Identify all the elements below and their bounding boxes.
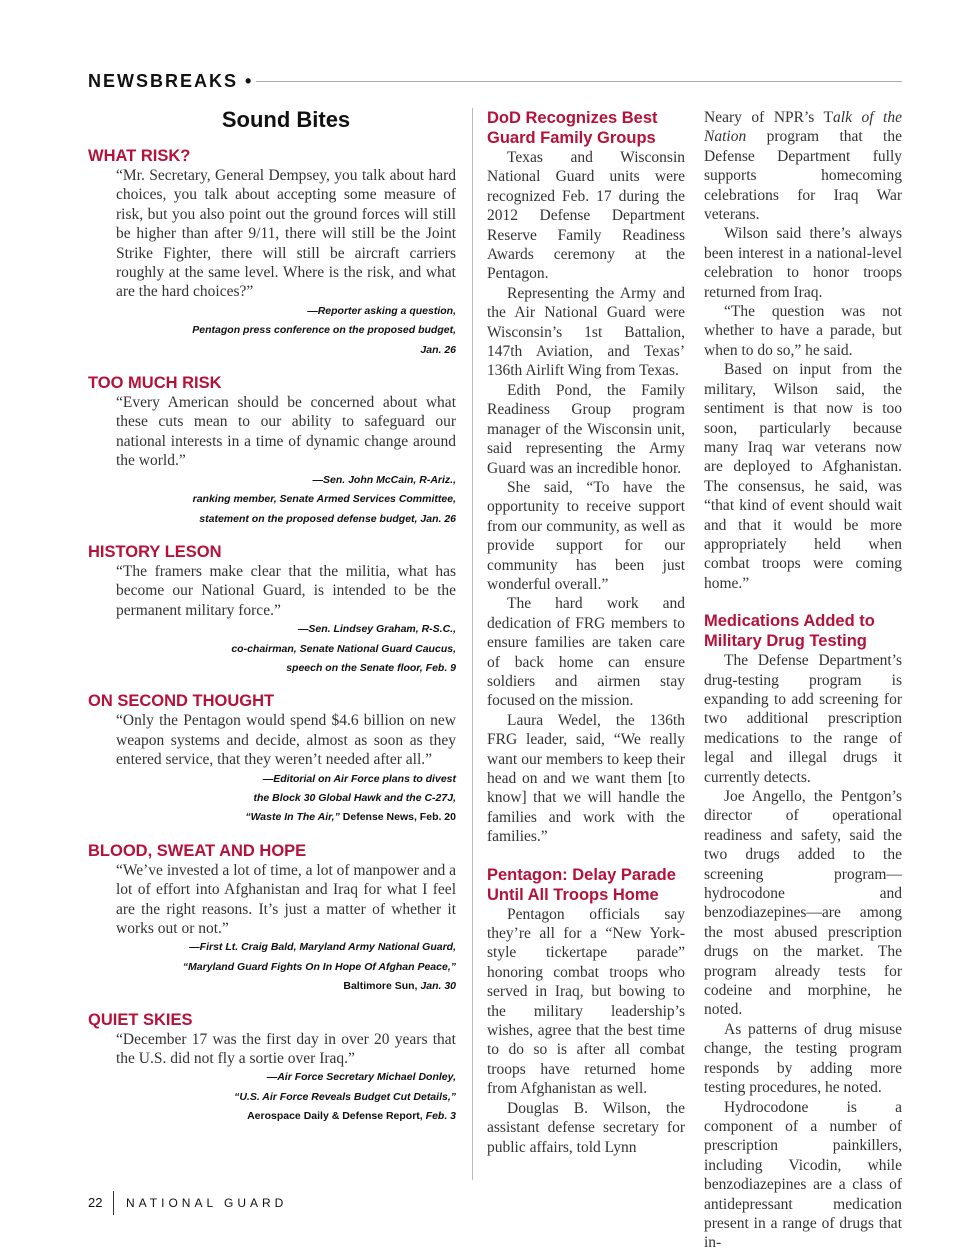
article-paragraph: She said, “To have the opportunity to receive support from our community, as well as provide support for our community has been just wonderful overall.” xyxy=(487,478,685,593)
attribution-line: —First Lt. Craig Bald, Maryland Army National Guard, xyxy=(189,941,456,954)
sound-bite-quote: “Mr. Secretary, General Dempsey, you talk about hard choices, you talk about accepting some measure of risk, but you also point out the ground forces will still be higher than after 9/11, there will still be the Joint Strike Fighter, there will still be aircraft carriers roughly at the same level. Where is the risk, and what are the hard choices?” xyxy=(116,167,456,301)
attribution-line: “Maryland Guard Fights On In Hope Of Afghan Peace,” xyxy=(182,960,456,973)
article-heading-dod: DoD Recognizes Best Guard Family Groups xyxy=(487,109,658,147)
article-paragraph: Douglas B. Wilson, the assistant defense secretary for public affairs, told Lynn xyxy=(487,1099,685,1156)
attribution-source: Defense News, Feb. 20 xyxy=(339,811,456,824)
attribution-line: —Sen. Lindsey Graham, R-S.C., xyxy=(297,623,456,636)
header-rule xyxy=(256,81,902,82)
section-label: NEWSBREAKS • xyxy=(88,71,254,91)
attribution-source-title: “Waste In The Air,” xyxy=(245,811,340,824)
attribution-line: ranking member, Senate Armed Services Committee, xyxy=(192,493,456,506)
sound-bite-heading: TOO MUCH RISK xyxy=(88,374,222,393)
column-divider xyxy=(472,108,473,1180)
attribution-line: speech on the Senate floor, Feb. 9 xyxy=(286,661,456,674)
sound-bite xyxy=(88,146,456,360)
magazine-name: NATIONAL GUARD xyxy=(126,1196,288,1210)
sound-bite xyxy=(88,1010,456,1127)
article-heading-parade: Pentagon: Delay Parade Until All Troops Home xyxy=(487,865,676,904)
attribution-line xyxy=(88,808,456,827)
article-heading-drugs: Medications Added to Military Drug Testing xyxy=(704,612,875,651)
attribution-line xyxy=(88,1107,456,1126)
attribution-line: —Editorial on Air Force plans to divest xyxy=(262,772,456,785)
attribution-source: Aerospace Daily & Defense Report, xyxy=(247,1110,423,1123)
article-paragraph: Joe Angello, the Pentgon’s director of operational readiness and safety, said the two drugs added to the screening program—hydrocodone and benzodiazepines—are among the most abused prescription drugs on the market. The program already tests for codeine and morphine, he noted. xyxy=(704,788,902,1019)
sound-bite-quote: “December 17 was the first day in over 20 years that the U.S. did not fly a sortie over Iraq.” xyxy=(116,1030,456,1068)
article-paragraph: The Defense Department’s drug-testing program is expanding to add screening for two additional prescription medications to the range of legal and illegal drugs it currently detects. xyxy=(704,652,902,786)
attribution-line: “U.S. Air Force Reveals Budget Cut Details,” xyxy=(234,1090,456,1103)
sound-bite-heading: WHAT RISK? xyxy=(88,147,191,165)
attribution-source: Baltimore Sun, xyxy=(343,980,418,993)
article-paragraph: Texas and Wisconsin National Guard units were recognized Feb. 17 during the 2012 Defense Department Reserve Family Readiness Awards ceremony at the Pentagon. xyxy=(487,149,685,283)
attribution-line: Pentagon press conference on the proposed budget, xyxy=(192,324,456,337)
article-paragraph: As patterns of drug misuse change, the testing program responds by adding more testing procedures, he noted. xyxy=(704,1020,902,1097)
program-name: alk of the Nation xyxy=(704,109,902,146)
sound-bite-quote: “Every American should be concerned about what these cuts mean to our ability to safeguard our national interests in a time of dynamic change around the world.” xyxy=(116,394,456,470)
article-paragraph: Wilson said there’s always been interest in a national-level celebration to honor troops returned from Iraq. xyxy=(704,225,902,301)
attribution-line: the Block 30 Global Hawk and the C-27J, xyxy=(253,791,456,804)
sound-bite-quote: “Only the Pentagon would spend $4.6 billion on new weapon systems and decide, almost as soon as they entered service, that they weren’t needed after all.” xyxy=(116,712,456,769)
article-paragraph: Representing the Army and the Air National Guard were Wisconsin’s 1st Battalion, 147th Aviation, and Texas’ 136th Airlift Wing from Texas. xyxy=(487,284,685,380)
article-gap xyxy=(704,593,902,611)
sound-bite-quote: “The framers make clear that the militia, what has become our National Guard, is intended to be the permanent military force.” xyxy=(116,562,456,619)
article-paragraph: Pentagon officials say they’re all for a “New York-style tickertape parade” honoring combat troops who served in Iraq, but bowing to the military leadership’s wishes, agree that the best time to do so is after all combat troops have returned home from Afghanistan as well. xyxy=(487,905,685,1098)
sound-bite xyxy=(88,373,456,529)
footer-divider xyxy=(113,1191,114,1215)
attribution-line: Jan. 26 xyxy=(420,343,456,356)
article-gap xyxy=(487,847,685,865)
article-paragraph: “The question was not whether to have a parade, but when to do so,” he said. xyxy=(704,303,902,359)
article-column-middle xyxy=(487,108,685,1157)
article-paragraph: The hard work and dedication of FRG members to ensure families are taken care of back home can ensure soldiers and airmen stay focused on the mission. xyxy=(487,595,685,710)
article-paragraph-continued xyxy=(704,108,902,224)
sound-bite xyxy=(88,841,456,997)
attribution-line: —Sen. John McCain, R-Ariz., xyxy=(312,473,456,486)
sound-bites-title: Sound Bites xyxy=(221,107,351,132)
sound-bites-column xyxy=(88,106,456,1140)
sound-bite-heading: HISTORY LESON xyxy=(88,542,222,561)
sound-bite-heading: BLOOD, SWEAT AND HOPE xyxy=(88,841,307,860)
sound-bite xyxy=(88,542,456,678)
article-paragraph: Hydrocodone is a component of a number of prescription painkillers, including Vicodin, while benzodiazepines are a class of antidepressant medication present in a range of drugs that in- xyxy=(704,1098,902,1252)
continued-text: Neary of NPR’s T xyxy=(704,109,834,126)
attribution-date: Jan. 30 xyxy=(417,980,456,993)
attribution-line: co-chairman, Senate National Guard Caucus, xyxy=(231,642,456,655)
attribution-date: Feb. 3 xyxy=(422,1110,456,1123)
sound-bite-heading: QUIET SKIES xyxy=(88,1010,193,1029)
continued-text: program that the Defense Department fully supports homecoming celebrations for Iraq War veterans. xyxy=(704,128,902,224)
sound-bite-heading: ON SECOND THOUGHT xyxy=(88,692,275,711)
article-paragraph: Based on input from the military, Wilson said, the sentiment is that now is too soon, particularly because many Iraq war veterans now are deployed to Afghanistan. The consensus, he said, was “that kind of event should wait and that it would be more appropriately held when combat troops were coming home.” xyxy=(704,361,902,592)
section-header xyxy=(88,70,902,92)
attribution-line: statement on the proposed defense budget, Jan. 26 xyxy=(199,512,456,525)
article-paragraph: Edith Pond, the Family Readiness Group program manager of the Wisconsin unit, said representing the Army Guard was an incredible honor. xyxy=(487,381,685,477)
sound-bite xyxy=(88,691,456,827)
attribution-line xyxy=(88,977,456,996)
attribution-line: —Air Force Secretary Michael Donley, xyxy=(266,1071,456,1084)
article-column-right xyxy=(704,108,902,1253)
article-paragraph: Laura Wedel, the 136th FRG leader, said, “We really want our members to keep their head on and we want them [to know] that we will handle the families and work with the families.” xyxy=(487,711,685,846)
sound-bite-quote: “We’ve invested a lot of time, a lot of manpower and a lot of effort into Afghanistan and Iraq for what I feel are the right reasons. It’s just a matter of whether it works out or not.” xyxy=(116,861,456,937)
attribution-line: —Reporter asking a question, xyxy=(307,304,456,317)
page-number: 22 xyxy=(88,1195,103,1210)
